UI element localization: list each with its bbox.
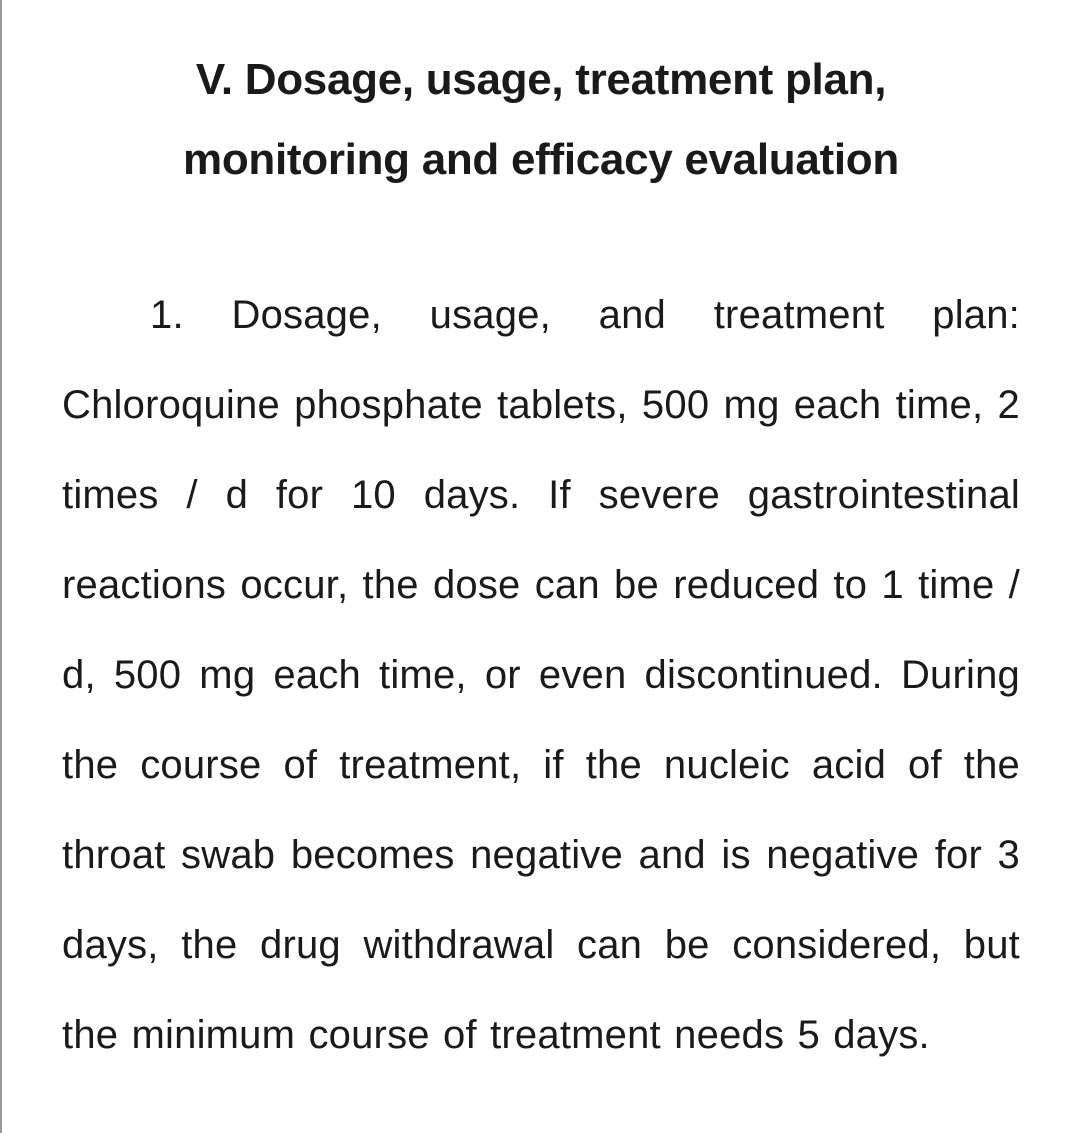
section-heading-line-1: V. Dosage, usage, treatment plan, [195,55,887,104]
section-heading [62,0,1020,200]
left-border [0,0,2,1133]
section-heading-line-2: monitoring and efficacy evaluation [183,135,899,184]
document-body [62,0,1020,1080]
dosage-paragraph: 1. Dosage, usage, and treatment plan: Chloroquine phosphate tablets, 500 mg each time, 2 times / d for 10 days. If severe gastrointestinal reactions occur, the dose can be reduced to 1 time / d, 500 mg each time, or even discontinued. During the course of treatment, if the nucleic acid of the throat swab becomes negative and is negative for 3 days, the drug withdrawal can be considered, but the minimum course of treatment needs 5 days. [62,293,1020,1057]
